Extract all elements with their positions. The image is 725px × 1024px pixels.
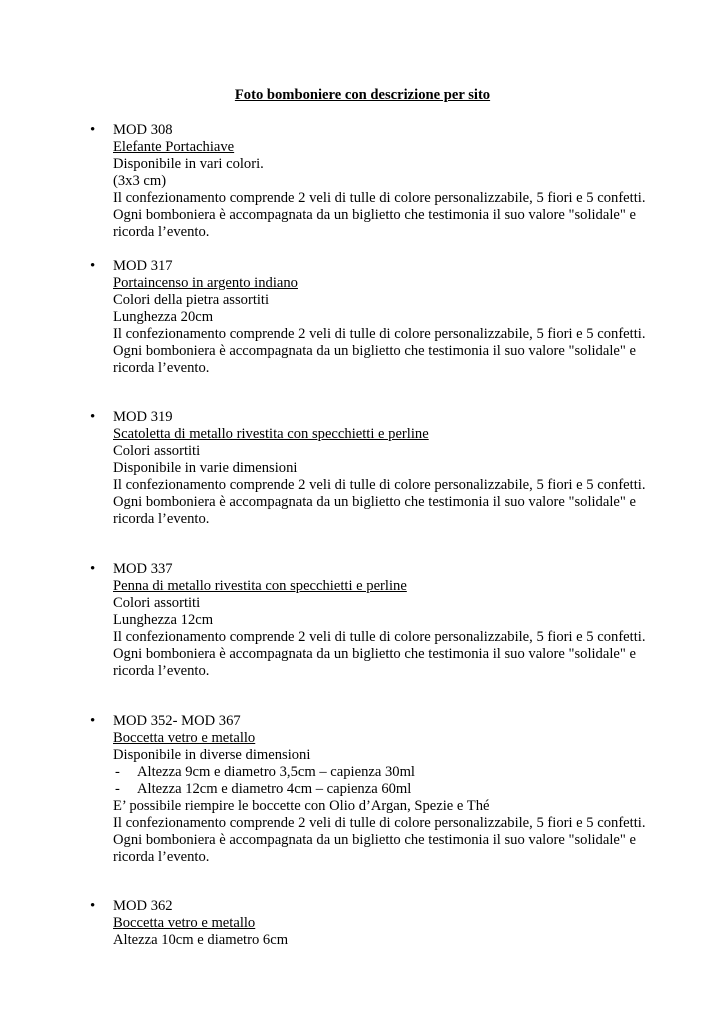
- solidarity-text-end: ricorda l’evento.: [113, 360, 210, 376]
- bullet-icon: •: [90, 258, 96, 274]
- product-detail: Disponibile in vari colori.: [113, 156, 264, 172]
- product-entry-mod-362: [90, 898, 673, 949]
- packaging-text: Il confezionamento comprende 2 veli di tulle di colore personalizzabile, 5 fiori e 5 confetti.: [113, 326, 646, 342]
- size-option-text: Altezza 9cm e diametro 3,5cm – capienza 30ml: [137, 764, 415, 780]
- product-entry-mod-352-367: [90, 713, 673, 866]
- product-detail: Colori assortiti: [113, 595, 201, 611]
- product-entry-mod-337: [90, 561, 673, 680]
- bullet-icon: •: [90, 122, 96, 138]
- size-option: [113, 781, 673, 798]
- bullet-icon: •: [90, 713, 96, 729]
- product-name: Penna di metallo rivestita con specchietti e perline: [113, 578, 407, 594]
- product-name: Boccetta vetro e metallo: [113, 915, 256, 931]
- product-name: Scatoletta di metallo rivestita con specchietti e perline: [113, 426, 429, 442]
- product-code: MOD 308: [113, 122, 173, 138]
- size-option-text: Altezza 12cm e diametro 4cm – capienza 60ml: [137, 781, 412, 797]
- solidarity-text: Ogni bomboniera è accompagnata da un biglietto che testimonia il suo valore "solidale" e: [113, 832, 636, 848]
- fill-note: E’ possibile riempire le boccette con Olio d’Argan, Spezie e Thé: [113, 798, 490, 814]
- packaging-text: Il confezionamento comprende 2 veli di tulle di colore personalizzabile, 5 fiori e 5 confetti.: [113, 629, 646, 645]
- solidarity-text: Ogni bomboniera è accompagnata da un biglietto che testimonia il suo valore "solidale" e: [113, 646, 636, 662]
- product-entry-mod-319: [90, 409, 673, 528]
- product-code: MOD 317: [113, 258, 173, 274]
- dash-marker: -: [115, 764, 120, 780]
- product-name: Boccetta vetro e metallo: [113, 730, 256, 746]
- product-detail: Altezza 10cm e diametro 6cm: [113, 932, 289, 948]
- solidarity-text-end: ricorda l’evento.: [113, 663, 210, 679]
- solidarity-text: Ogni bomboniera è accompagnata da un biglietto che testimonia il suo valore "solidale" e: [113, 343, 636, 359]
- product-entry-mod-317: [90, 258, 673, 377]
- solidarity-text: Ogni bomboniera è accompagnata da un biglietto che testimonia il suo valore "solidale" e: [113, 494, 636, 510]
- product-code: MOD 352- MOD 367: [113, 713, 241, 729]
- product-code: MOD 319: [113, 409, 173, 425]
- product-name: Portaincenso in argento indiano: [113, 275, 298, 291]
- packaging-text: Il confezionamento comprende 2 veli di tulle di colore personalizzabile, 5 fiori e 5 confetti.: [113, 815, 646, 831]
- product-detail: (3x3 cm): [113, 173, 167, 189]
- bullet-icon: •: [90, 409, 96, 425]
- product-name: Elefante Portachiave: [113, 139, 235, 155]
- product-detail: Disponibile in diverse dimensioni: [113, 747, 311, 763]
- product-entry-mod-308: [90, 122, 673, 241]
- dash-marker: -: [115, 781, 120, 797]
- product-code: MOD 337: [113, 561, 173, 577]
- product-code: MOD 362: [113, 898, 173, 914]
- document-title: Foto bomboniere con descrizione per sito: [234, 87, 491, 103]
- product-detail: Colori assortiti: [113, 443, 201, 459]
- bullet-icon: •: [90, 561, 96, 577]
- solidarity-text: Ogni bomboniera è accompagnata da un biglietto che testimonia il suo valore "solidale" e: [113, 207, 636, 223]
- bullet-icon: •: [90, 898, 96, 914]
- product-detail: Colori della pietra assortiti: [113, 292, 270, 308]
- product-detail: Lunghezza 12cm: [113, 612, 214, 628]
- packaging-text: Il confezionamento comprende 2 veli di tulle di colore personalizzabile, 5 fiori e 5 confetti.: [113, 190, 646, 206]
- product-detail: Lunghezza 20cm: [113, 309, 214, 325]
- packaging-text: Il confezionamento comprende 2 veli di tulle di colore personalizzabile, 5 fiori e 5 confetti.: [113, 477, 646, 493]
- solidarity-text-end: ricorda l’evento.: [113, 224, 210, 240]
- solidarity-text-end: ricorda l’evento.: [113, 849, 210, 865]
- size-option: [113, 764, 673, 781]
- solidarity-text-end: ricorda l’evento.: [113, 511, 210, 527]
- product-detail: Disponibile in varie dimensioni: [113, 460, 298, 476]
